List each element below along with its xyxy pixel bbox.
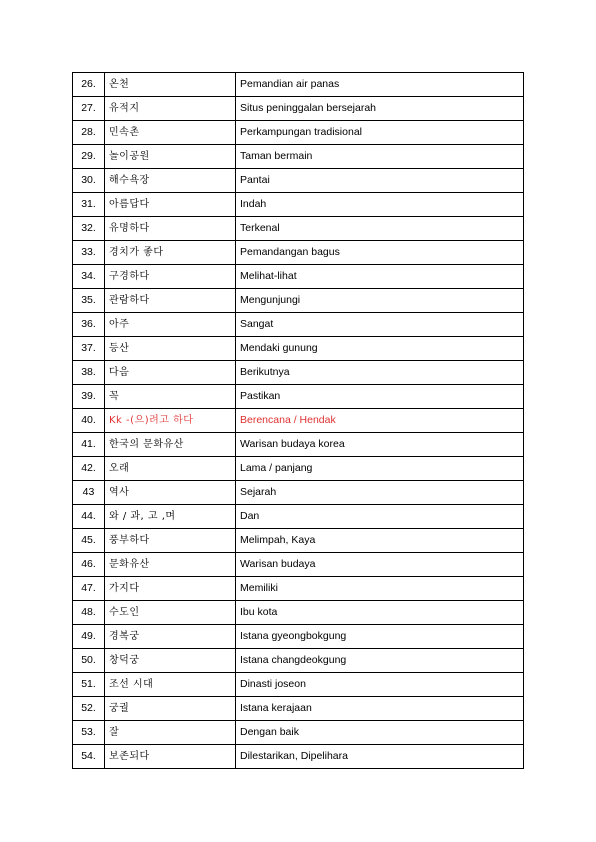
- table-row: [73, 433, 524, 457]
- indonesian-translation: Pantai: [236, 169, 524, 193]
- table-row: [73, 217, 524, 241]
- table-row: [73, 193, 524, 217]
- table-row: [73, 625, 524, 649]
- table-row: [73, 649, 524, 673]
- table-row: [73, 505, 524, 529]
- indonesian-translation: Pemandangan bagus: [236, 241, 524, 265]
- row-number: 39.: [73, 385, 105, 409]
- korean-term: 온천: [105, 73, 236, 97]
- korean-term: 한국의 문화유산: [105, 433, 236, 457]
- korean-term: 놀이공원: [105, 145, 236, 169]
- table-row: [73, 673, 524, 697]
- row-number: 35.: [73, 289, 105, 313]
- korean-term: 문화유산: [105, 553, 236, 577]
- row-number: 48.: [73, 601, 105, 625]
- row-number: 29.: [73, 145, 105, 169]
- row-number: 42.: [73, 457, 105, 481]
- indonesian-translation: Warisan budaya korea: [236, 433, 524, 457]
- indonesian-translation: Dinasti joseon: [236, 673, 524, 697]
- table-row: [73, 601, 524, 625]
- table-row: [73, 553, 524, 577]
- table-row: [73, 409, 524, 433]
- row-number: 33.: [73, 241, 105, 265]
- korean-term: 잘: [105, 721, 236, 745]
- korean-term: 오래: [105, 457, 236, 481]
- row-number: 46.: [73, 553, 105, 577]
- indonesian-translation: Istana changdeokgung: [236, 649, 524, 673]
- korean-term: 가지다: [105, 577, 236, 601]
- row-number: 26.: [73, 73, 105, 97]
- korean-term: 풍부하다: [105, 529, 236, 553]
- table-row: [73, 265, 524, 289]
- korean-term: 유적지: [105, 97, 236, 121]
- indonesian-translation: Sangat: [236, 313, 524, 337]
- indonesian-translation: Melimpah, Kaya: [236, 529, 524, 553]
- korean-term: 아주: [105, 313, 236, 337]
- korean-term: 경치가 좋다: [105, 241, 236, 265]
- korean-term: 해수욕장: [105, 169, 236, 193]
- korean-term: 유명하다: [105, 217, 236, 241]
- row-number: 54.: [73, 745, 105, 769]
- row-number: 27.: [73, 97, 105, 121]
- table-row: [73, 169, 524, 193]
- row-number: 49.: [73, 625, 105, 649]
- indonesian-translation: Sejarah: [236, 481, 524, 505]
- indonesian-translation: Berencana / Hendak: [236, 409, 524, 433]
- table-row: [73, 721, 524, 745]
- row-number: 32.: [73, 217, 105, 241]
- table-row: [73, 145, 524, 169]
- korean-term: 창덕궁: [105, 649, 236, 673]
- row-number: 43: [73, 481, 105, 505]
- indonesian-translation: Lama / panjang: [236, 457, 524, 481]
- indonesian-translation: Terkenal: [236, 217, 524, 241]
- korean-term: 꼭: [105, 385, 236, 409]
- row-number: 38.: [73, 361, 105, 385]
- table-row: [73, 289, 524, 313]
- row-number: 44.: [73, 505, 105, 529]
- indonesian-translation: Dengan baik: [236, 721, 524, 745]
- indonesian-translation: Memiliki: [236, 577, 524, 601]
- table-row: [73, 97, 524, 121]
- table-row: [73, 481, 524, 505]
- table-row: [73, 313, 524, 337]
- table-row: [73, 337, 524, 361]
- indonesian-translation: Mengunjungi: [236, 289, 524, 313]
- row-number: 45.: [73, 529, 105, 553]
- korean-term: 다음: [105, 361, 236, 385]
- table-row: [73, 577, 524, 601]
- row-number: 41.: [73, 433, 105, 457]
- row-number: 28.: [73, 121, 105, 145]
- korean-term: 수도인: [105, 601, 236, 625]
- indonesian-translation: Berikutnya: [236, 361, 524, 385]
- indonesian-translation: Melihat-lihat: [236, 265, 524, 289]
- indonesian-translation: Taman bermain: [236, 145, 524, 169]
- korean-term: 구경하다: [105, 265, 236, 289]
- korean-term: 조선 시대: [105, 673, 236, 697]
- korean-term: 관람하다: [105, 289, 236, 313]
- vocabulary-table: [72, 72, 524, 769]
- table-row: [73, 385, 524, 409]
- indonesian-translation: Mendaki gunung: [236, 337, 524, 361]
- korean-term: 민속촌: [105, 121, 236, 145]
- row-number: 31.: [73, 193, 105, 217]
- indonesian-translation: Dilestarikan, Dipelihara: [236, 745, 524, 769]
- row-number: 37.: [73, 337, 105, 361]
- row-number: 52.: [73, 697, 105, 721]
- table-row: [73, 73, 524, 97]
- korean-term: 궁궐: [105, 697, 236, 721]
- indonesian-translation: Warisan budaya: [236, 553, 524, 577]
- vocabulary-table-body: [73, 73, 524, 769]
- table-row: [73, 457, 524, 481]
- table-row: [73, 121, 524, 145]
- row-number: 40.: [73, 409, 105, 433]
- table-row: [73, 241, 524, 265]
- korean-term: 경복궁: [105, 625, 236, 649]
- table-row: [73, 697, 524, 721]
- row-number: 30.: [73, 169, 105, 193]
- table-row: [73, 745, 524, 769]
- table-row: [73, 529, 524, 553]
- korean-term: Kk -(으)려고 하다: [105, 409, 236, 433]
- row-number: 34.: [73, 265, 105, 289]
- row-number: 47.: [73, 577, 105, 601]
- korean-term: 보존되다: [105, 745, 236, 769]
- indonesian-translation: Istana kerajaan: [236, 697, 524, 721]
- indonesian-translation: Situs peninggalan bersejarah: [236, 97, 524, 121]
- indonesian-translation: Ibu kota: [236, 601, 524, 625]
- korean-term: 등산: [105, 337, 236, 361]
- indonesian-translation: Dan: [236, 505, 524, 529]
- indonesian-translation: Istana gyeongbokgung: [236, 625, 524, 649]
- row-number: 50.: [73, 649, 105, 673]
- indonesian-translation: Pastikan: [236, 385, 524, 409]
- korean-term: 아름답다: [105, 193, 236, 217]
- row-number: 53.: [73, 721, 105, 745]
- indonesian-translation: Pemandian air panas: [236, 73, 524, 97]
- indonesian-translation: Perkampungan tradisional: [236, 121, 524, 145]
- korean-term: 역사: [105, 481, 236, 505]
- table-row: [73, 361, 524, 385]
- row-number: 36.: [73, 313, 105, 337]
- row-number: 51.: [73, 673, 105, 697]
- korean-term: 와 / 과, 고 ,며: [105, 505, 236, 529]
- indonesian-translation: Indah: [236, 193, 524, 217]
